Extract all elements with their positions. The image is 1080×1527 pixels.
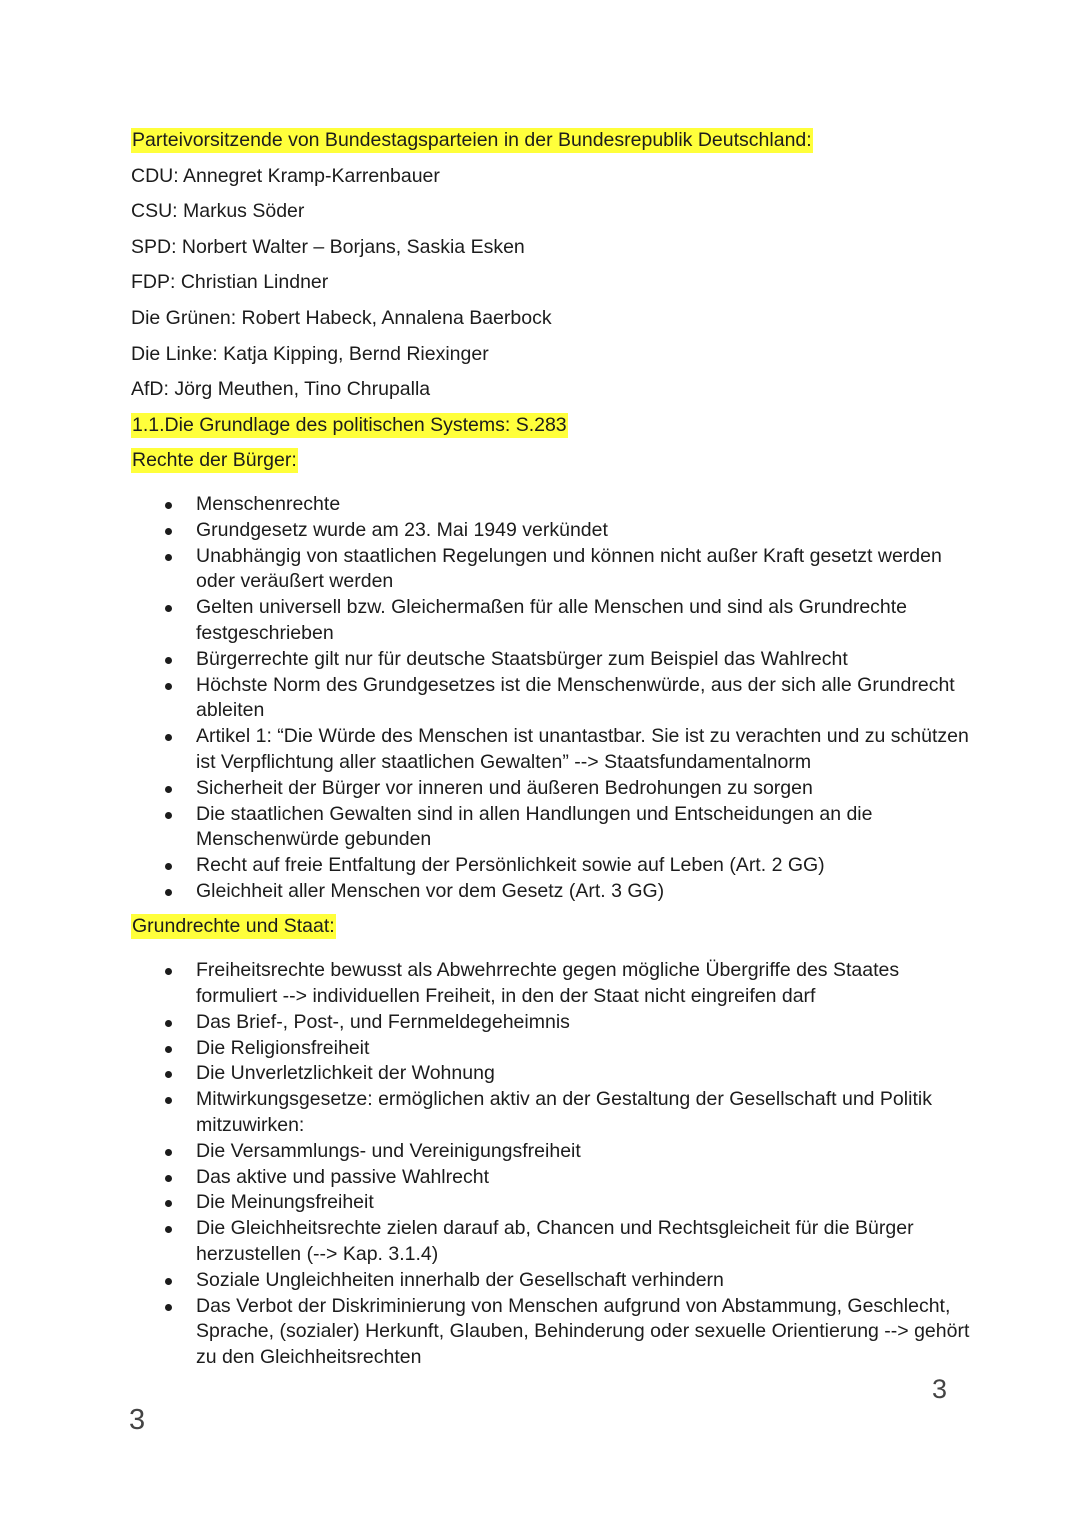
party-line: Die Linke: Katja Kipping, Bernd Riexinger bbox=[131, 342, 489, 365]
list-item: Grundgesetz wurde am 23. Mai 1949 verkündet bbox=[131, 518, 971, 544]
list-item: Gleichheit aller Menschen vor dem Gesetz (Art. 3 GG) bbox=[131, 879, 971, 905]
list-item: Die Gleichheitsrechte zielen darauf ab, Chancen und Rechtsgleicheit für die Bürger herzustellen (--> Kap. 3.1.4) bbox=[131, 1216, 971, 1268]
list-item: Gelten universell bzw. Gleichermaßen für alle Menschen und sind als Grundrechte festgeschrieben bbox=[131, 595, 971, 647]
list-item: Die Versammlungs- und Vereinigungsfreiheit bbox=[131, 1139, 971, 1165]
page-number-right: 3 bbox=[932, 1374, 948, 1404]
grundrechte-list bbox=[131, 958, 971, 1371]
rechte-heading-line bbox=[131, 448, 971, 484]
list-item: Soziale Ungleichheiten innerhalb der Gesellschaft verhindern bbox=[131, 1268, 971, 1294]
grundrechte-heading: Grundrechte und Staat: bbox=[132, 914, 335, 937]
list-item: Das Verbot der Diskriminierung von Menschen aufgrund von Abstammung, Geschlecht, Sprache, (sozialer) Herkunft, Glauben, Behinderung oder sexuelle Orientierung --> gehört zu den Gleichheitsrechten bbox=[131, 1294, 971, 1371]
list-item: Sicherheit der Bürger vor inneren und äußeren Bedrohungen zu sorgen bbox=[131, 776, 971, 802]
list-item: Artikel 1: “Die Würde des Menschen ist unantastbar. Sie ist zu verachten und zu schützen ist Verpflichtung aller staatlichen Gewalten” --> Staatsfundamentalnorm bbox=[131, 724, 971, 776]
page-number-left: 3 bbox=[129, 1404, 146, 1436]
list-item: Menschenrechte bbox=[131, 492, 971, 518]
list-item: Das aktive und passive Wahlrecht bbox=[131, 1165, 971, 1191]
party-line: AfD: Jörg Meuthen, Tino Chrupalla bbox=[131, 378, 431, 401]
list-item: Höchste Norm des Grundgesetzes ist die Menschenwürde, aus der sich alle Grundrecht ableiten bbox=[131, 673, 971, 725]
list-item: Die Meinungsfreiheit bbox=[131, 1190, 971, 1216]
list-item: Bürgerrechte gilt nur für deutsche Staatsbürger zum Beispiel das Wahlrecht bbox=[131, 647, 971, 673]
parties-heading-line bbox=[131, 128, 971, 164]
list-item: Die Religionsfreiheit bbox=[131, 1036, 971, 1062]
list-item: Freiheitsrechte bewusst als Abwehrrechte gegen mögliche Übergriffe des Staates formuliert --> individuellen Freiheit, in den der Staat nicht eingreifen darf bbox=[131, 958, 971, 1010]
grundrechte-heading-line bbox=[131, 914, 971, 950]
list-item: Mitwirkungsgesetze: ermöglichen aktiv an der Gestaltung der Gesellschaft und Politik mitzuwirken: bbox=[131, 1087, 971, 1139]
section-title-line bbox=[131, 413, 971, 449]
parties-heading: Parteivorsitzende von Bundestagsparteien in der Bundesrepublik Deutschland: bbox=[132, 129, 812, 151]
party-line: FDP: Christian Lindner bbox=[131, 271, 329, 294]
page-content bbox=[131, 128, 971, 1371]
rechte-heading: Rechte der Bürger: bbox=[132, 449, 297, 472]
section-title: 1.1.Die Grundlage des politischen Systems: S.283 bbox=[132, 413, 567, 436]
list-item: Die staatlichen Gewalten sind in allen Handlungen und Entscheidungen an die Menschenwürde gebunden bbox=[131, 802, 971, 854]
party-line: CSU: Markus Söder bbox=[131, 200, 305, 223]
party-line: Die Grünen: Robert Habeck, Annalena Baerbock bbox=[131, 306, 552, 329]
list-item: Unabhängig von staatlichen Regelungen und können nicht außer Kraft gesetzt werden oder veräußert werden bbox=[131, 544, 971, 596]
party-line: SPD: Norbert Walter – Borjans, Saskia Esken bbox=[131, 235, 525, 258]
party-line: CDU: Annegret Kramp-Karrenbauer bbox=[131, 164, 440, 187]
list-item: Recht auf freie Entfaltung der Persönlichkeit sowie auf Leben (Art. 2 GG) bbox=[131, 853, 971, 879]
rechte-list bbox=[131, 492, 971, 905]
list-item: Die Unverletzlichkeit der Wohnung bbox=[131, 1061, 971, 1087]
list-item: Das Brief-, Post-, und Fernmeldegeheimnis bbox=[131, 1010, 971, 1036]
